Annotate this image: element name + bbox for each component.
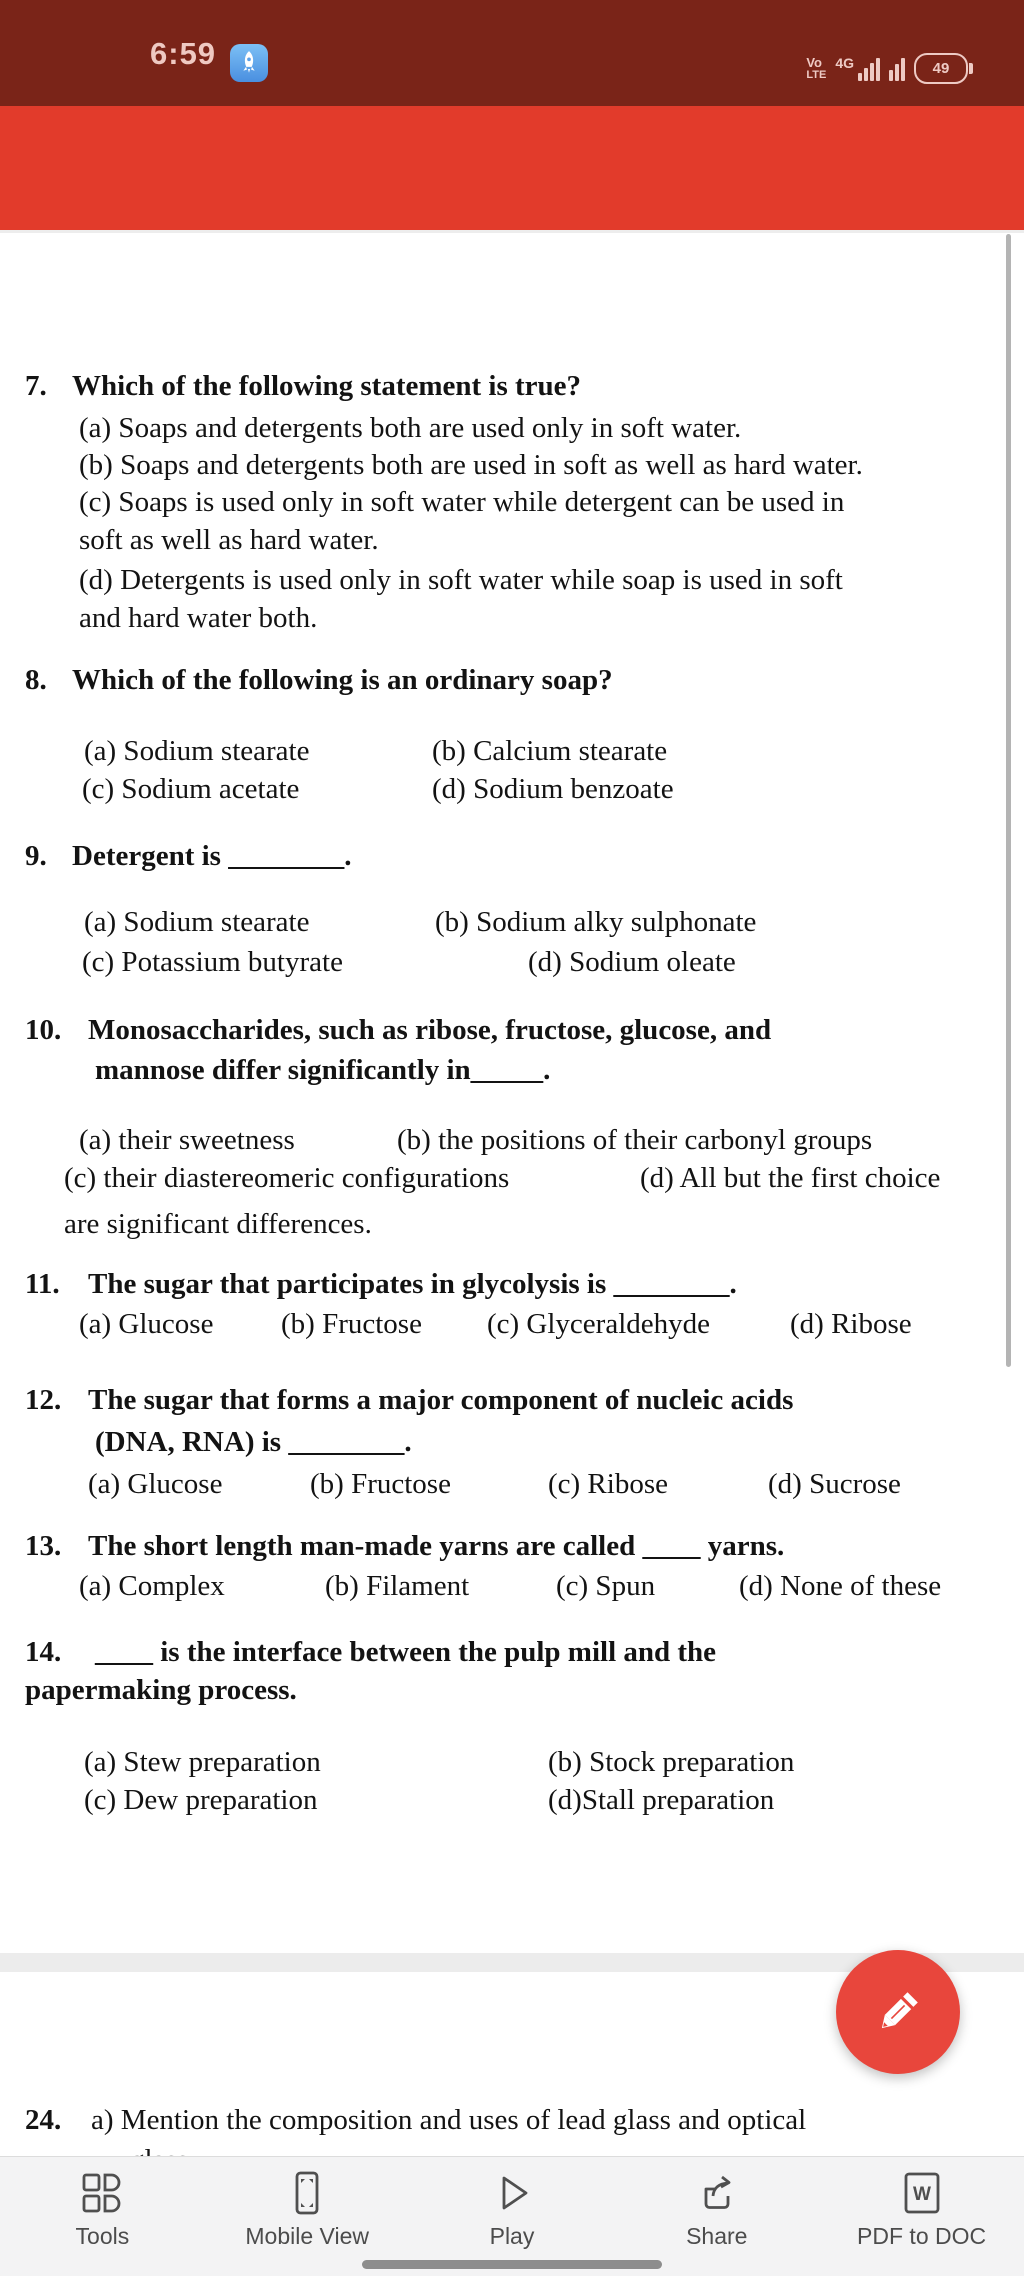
option-text: (c) their diastereomeric configurations <box>64 1162 510 1194</box>
option-text: (a) Glucose <box>88 1468 223 1500</box>
toolbar-item-label: Tools <box>75 2223 130 2249</box>
option-text: (d) Sodium oleate <box>528 946 736 978</box>
tools-button[interactable] <box>0 2157 205 2276</box>
battery-icon <box>914 53 968 84</box>
option-text: (a) Complex <box>79 1570 225 1602</box>
q8-options-row2 <box>0 771 1024 808</box>
question-title: a) Mention the composition and uses of lead glass and optical <box>91 2104 807 2136</box>
play-button[interactable] <box>410 2157 615 2276</box>
option-text: (b) Sodium alky sulphonate <box>435 906 757 938</box>
q7-option-d <box>0 562 1024 599</box>
toolbar-item-label: Mobile View <box>245 2223 369 2249</box>
toolbar-item-label: Share <box>686 2223 748 2249</box>
q10-title-line2 <box>0 1052 1024 1089</box>
word-doc-icon <box>897 2169 947 2217</box>
option-text: (d) None of these <box>739 1570 942 1602</box>
play-icon <box>487 2169 537 2217</box>
option-text: (c) Ribose <box>548 1468 668 1500</box>
scrollbar[interactable] <box>1006 234 1011 1367</box>
app-header <box>0 106 1024 230</box>
option-text: (c) Spun <box>556 1570 656 1602</box>
option-text: (d) Detergents is used only in soft water while soap is used in soft <box>79 564 843 596</box>
q13-options-row <box>0 1568 1024 1605</box>
option-text: (d) Sucrose <box>768 1468 901 1500</box>
q8-title-line <box>0 662 1024 699</box>
q10-options-row2 <box>0 1160 1024 1197</box>
tools-grid-icon <box>77 2169 127 2217</box>
question-title: The sugar that forms a major component of nucleic acids <box>88 1384 794 1416</box>
question-title: Detergent is ________. <box>72 840 352 872</box>
edit-fab-button[interactable] <box>836 1950 960 2074</box>
share-icon <box>692 2169 742 2217</box>
option-text: (c) Soaps is used only in soft water while detergent can be used in <box>79 486 845 518</box>
q14-title-line1 <box>0 1634 1024 1671</box>
option-text: (b) Calcium stearate <box>432 735 668 767</box>
toolbar-item-label: PDF to DOC <box>857 2223 987 2249</box>
volte-indicator: Vo LTE <box>806 55 827 81</box>
signal-bars-icon <box>858 58 880 81</box>
question-number: 11. <box>25 1268 60 1300</box>
option-text: and hard water both. <box>79 602 318 634</box>
q7-option-c-cont <box>0 522 1024 559</box>
q13-title-line <box>0 1528 1024 1565</box>
option-text: (d) All but the first choice <box>640 1162 941 1194</box>
option-text: (b) Filament <box>325 1570 470 1602</box>
option-text: (d) Sodium benzoate <box>432 773 674 805</box>
question-title: Which of the following is an ordinary soap? <box>72 664 613 696</box>
option-text: (b) Fructose <box>310 1468 451 1500</box>
q7-option-d-cont <box>0 600 1024 637</box>
option-text: (c) Sodium acetate <box>82 773 300 805</box>
option-text: (b) the positions of their carbonyl groups <box>397 1124 873 1156</box>
option-text: (b) Soaps and detergents both are used in soft as well as hard water. <box>79 449 863 481</box>
question-title-cont: mannose differ significantly in_____. <box>95 1054 551 1086</box>
question-number: 8. <box>25 664 47 696</box>
q10-option-d-cont <box>0 1206 1024 1243</box>
option-text: (a) Glucose <box>79 1308 214 1340</box>
question-number: 10. <box>25 1014 62 1046</box>
q8-options-row1 <box>0 733 1024 770</box>
option-text: (c) Dew preparation <box>84 1784 318 1816</box>
bottom-toolbar <box>0 2156 1024 2276</box>
q7-title-line <box>0 368 1024 405</box>
question-title: The short length man-made yarns are called ____ yarns. <box>88 1530 785 1562</box>
q14-options-row1 <box>0 1744 1024 1781</box>
question-number: 7. <box>25 370 47 402</box>
q14-title-line2 <box>0 1672 1024 1709</box>
option-text: (b) Stock preparation <box>548 1746 795 1778</box>
question-number: 12. <box>25 1384 62 1416</box>
q11-title-line <box>0 1266 1024 1303</box>
question-number: 9. <box>25 840 47 872</box>
battery-percent: 49 <box>932 60 950 77</box>
q7-option-a <box>0 410 1024 447</box>
option-text: (a) Sodium stearate <box>84 906 310 938</box>
q9-options-row1 <box>0 904 1024 941</box>
q12-title-line1 <box>0 1382 1024 1419</box>
q24-clipped-line <box>0 2142 1024 2155</box>
question-title-cont: papermaking process. <box>25 1674 297 1706</box>
question-title: The sugar that participates in glycolysis is ________. <box>88 1268 737 1300</box>
option-text: soft as well as hard water. <box>79 524 379 556</box>
q12-title-line2 <box>0 1424 1024 1461</box>
pencil-icon <box>869 1983 927 2041</box>
mobile-view-button[interactable] <box>205 2157 410 2276</box>
q10-title-line1 <box>0 1012 1024 1049</box>
option-text: (a) Stew preparation <box>84 1746 321 1778</box>
question-title: ____ is the interface between the pulp mill and the <box>95 1636 717 1668</box>
option-text: (d) Ribose <box>790 1308 912 1340</box>
clock-text: 6:59 <box>150 36 217 71</box>
q7-option-b <box>0 447 1024 484</box>
word-letter: W <box>912 2184 931 2205</box>
q9-title-line <box>0 838 1024 875</box>
question-number: 13. <box>25 1530 62 1562</box>
q14-options-row2 <box>0 1782 1024 1819</box>
option-text: (c) Potassium butyrate <box>82 946 343 978</box>
network-4g <box>835 55 880 81</box>
q24-title-line <box>0 2102 1024 2139</box>
question-title-cont: (DNA, RNA) is ________. <box>95 1426 412 1458</box>
pdf-document-page <box>0 230 1024 2156</box>
question-number: 14. <box>25 1636 62 1668</box>
question-title: Which of the following statement is true? <box>72 370 582 402</box>
status-bar <box>0 0 1024 106</box>
q9-options-row2 <box>0 944 1024 981</box>
toolbar-item-label: Play <box>489 2223 535 2249</box>
option-text: (a) their sweetness <box>79 1124 295 1156</box>
q10-options-row1 <box>0 1122 1024 1159</box>
status-icons <box>806 44 968 84</box>
home-indicator[interactable] <box>362 2260 662 2269</box>
rocket-icon <box>238 50 260 76</box>
q7-option-c <box>0 484 1024 521</box>
option-text: (c) Glyceraldehyde <box>487 1308 711 1340</box>
mobile-view-icon <box>282 2169 332 2217</box>
q11-options-row <box>0 1306 1024 1343</box>
signal-bars-2-icon <box>889 58 905 81</box>
page-top-edge <box>0 230 1024 233</box>
option-text: (d)Stall preparation <box>548 1784 775 1816</box>
option-text: (b) Fructose <box>281 1308 422 1340</box>
option-text: (a) Soaps and detergents both are used only in soft water. <box>79 412 742 444</box>
question-number: 24. <box>25 2104 62 2136</box>
q12-options-row <box>0 1466 1024 1503</box>
rocket-app-icon <box>230 44 268 82</box>
question-title: Monosaccharides, such as ribose, fructose, glucose, and <box>88 1014 772 1046</box>
network-type-label: 4G <box>835 55 854 71</box>
option-text: are significant differences. <box>64 1208 372 1240</box>
pdf-to-doc-button[interactable] <box>819 2157 1024 2276</box>
option-text: (a) Sodium stearate <box>84 735 310 767</box>
share-button[interactable] <box>614 2157 819 2276</box>
